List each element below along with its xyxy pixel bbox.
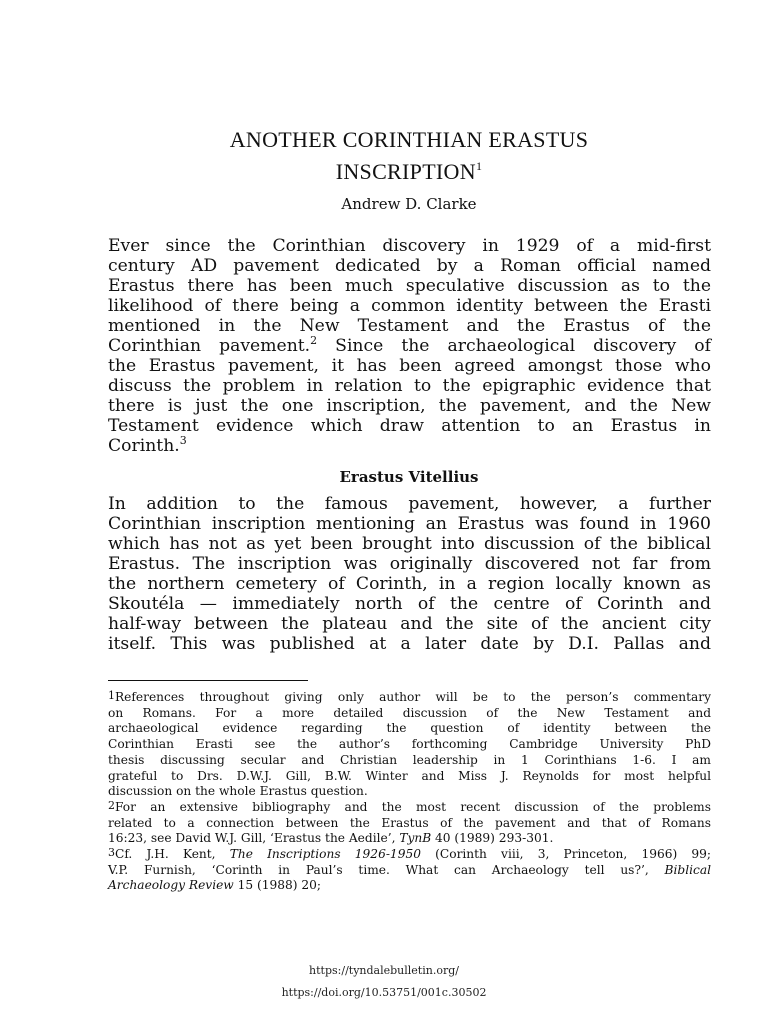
paragraph-line: likelihood of there being a common identity between the Erasti xyxy=(108,296,711,316)
footnote-1-line: grateful to Drs. D.W.J. Gill, B.W. Winter and Miss J. Reynolds for most helpful xyxy=(108,768,711,783)
footnote-3-line: V.P. Furnish, ‘Corinth in Paul’s time. What can Archaeology tell us?’, Biblical xyxy=(108,862,711,877)
paragraph-line: half-way between the plateau and the site of the ancient city xyxy=(108,614,711,634)
paragraph-line: Erastus. The inscription was originally discovered not far from xyxy=(108,554,711,574)
paragraph-line: there is just the one inscription, the pavement, and the New xyxy=(108,396,711,416)
article-title-line-2: INSCRIPTION$^1$ xyxy=(335,159,483,184)
paragraph-line: mentioned in the New Testament and the Erastus of the xyxy=(108,316,711,336)
footnote-1-line: Corinthian Erasti see the author’s forthcoming Cambridge University PhD xyxy=(108,737,711,752)
doi-url[interactable]: https://doi.org/10.53751/001c.30502 xyxy=(281,986,487,999)
journal-abbrev: TynB xyxy=(399,831,432,846)
section-heading: Erastus Vitellius xyxy=(339,468,479,486)
bulletin-url[interactable]: https://tyndalebulletin.org/ xyxy=(309,964,459,977)
footnote-1-line: discussion on the whole Erastus question. xyxy=(108,784,368,799)
footnote-1-line: thesis discussing secular and Christian leadership in 1 Corinthians 1-6. I am xyxy=(108,752,711,767)
paragraph-line: Erastus there has been much speculative discussion as to the xyxy=(108,276,711,296)
paragraph-line: Corinthian inscription mentioning an Erastus was found in 1960 xyxy=(108,514,711,534)
footnote-marker-3: 3 xyxy=(108,846,115,859)
footnote-divider xyxy=(108,680,308,681)
footnote-3-line: $^3$Cf. J.H. Kent, The Inscriptions 1926-1950 (Corinth viii, 3, Princeton, 1966) 99; xyxy=(108,846,712,861)
footnote-marker-2: 2 xyxy=(108,798,115,812)
footnote-ref-3[interactable]: 3 xyxy=(179,434,187,447)
footnote-1-line: $^1$References throughout giving only author will be to the person’s commentary xyxy=(108,689,711,704)
footnote-1-line: on Romans. For a more detailed discussion of the New Testament and xyxy=(108,705,711,720)
author-name: Andrew D. Clarke xyxy=(341,195,477,213)
paragraph-line: In addition to the famous pavement, however, a further xyxy=(108,494,711,514)
paragraph-line: the northern cemetery of Corinth, in a region locally known as xyxy=(108,574,711,594)
footnote-marker-1: 1 xyxy=(108,689,115,702)
paragraph-line: Skoutéla — immediately north of the centre of Corinth and xyxy=(108,594,711,614)
footnote-2-line: related to a connection between the Erastus of the pavement and that of Romans xyxy=(108,815,711,830)
footnote-3-line: Archaeology Review 15 (1988) 20; xyxy=(108,878,322,893)
paragraph-line: which has not as yet been brought into discussion of the biblical xyxy=(108,534,711,554)
footnote-2-line: $^2$For an extensive bibliography and the most recent discussion of the problems xyxy=(108,798,711,814)
footnote-ref-2[interactable]: 2 xyxy=(310,334,318,347)
article-title-line-1: ANOTHER CORINTHIAN ERASTUS xyxy=(229,127,589,152)
footnote-ref-1[interactable]: 1 xyxy=(475,159,483,173)
paragraph-line: century AD pavement dedicated by a Roman official named xyxy=(108,256,711,276)
paragraph-line: the Erastus pavement, it has been agreed amongst those who xyxy=(108,356,711,376)
paragraph-line: itself. This was published at a later date by D.I. Pallas and xyxy=(108,634,711,654)
footnote-2-line: 16:23, see David W.J. Gill, ‘Erastus the Aedile’, TynB 40 (1989) 293-301. xyxy=(108,831,554,846)
footnote-1-line: archaeological evidence regarding the question of identity between the xyxy=(108,721,711,736)
paragraph-line: discuss the problem in relation to the epigraphic evidence that xyxy=(108,376,711,396)
paragraph-line: Corinth.$^3$ xyxy=(108,434,187,456)
paragraph-line: Ever since the Corinthian discovery in 1929 of a mid-first xyxy=(108,236,711,256)
paragraph-line: Testament evidence which draw attention to an Erastus in xyxy=(108,416,711,436)
paragraph-line: Corinthian pavement.$^2$ Since the archaeological discovery of xyxy=(108,334,711,356)
